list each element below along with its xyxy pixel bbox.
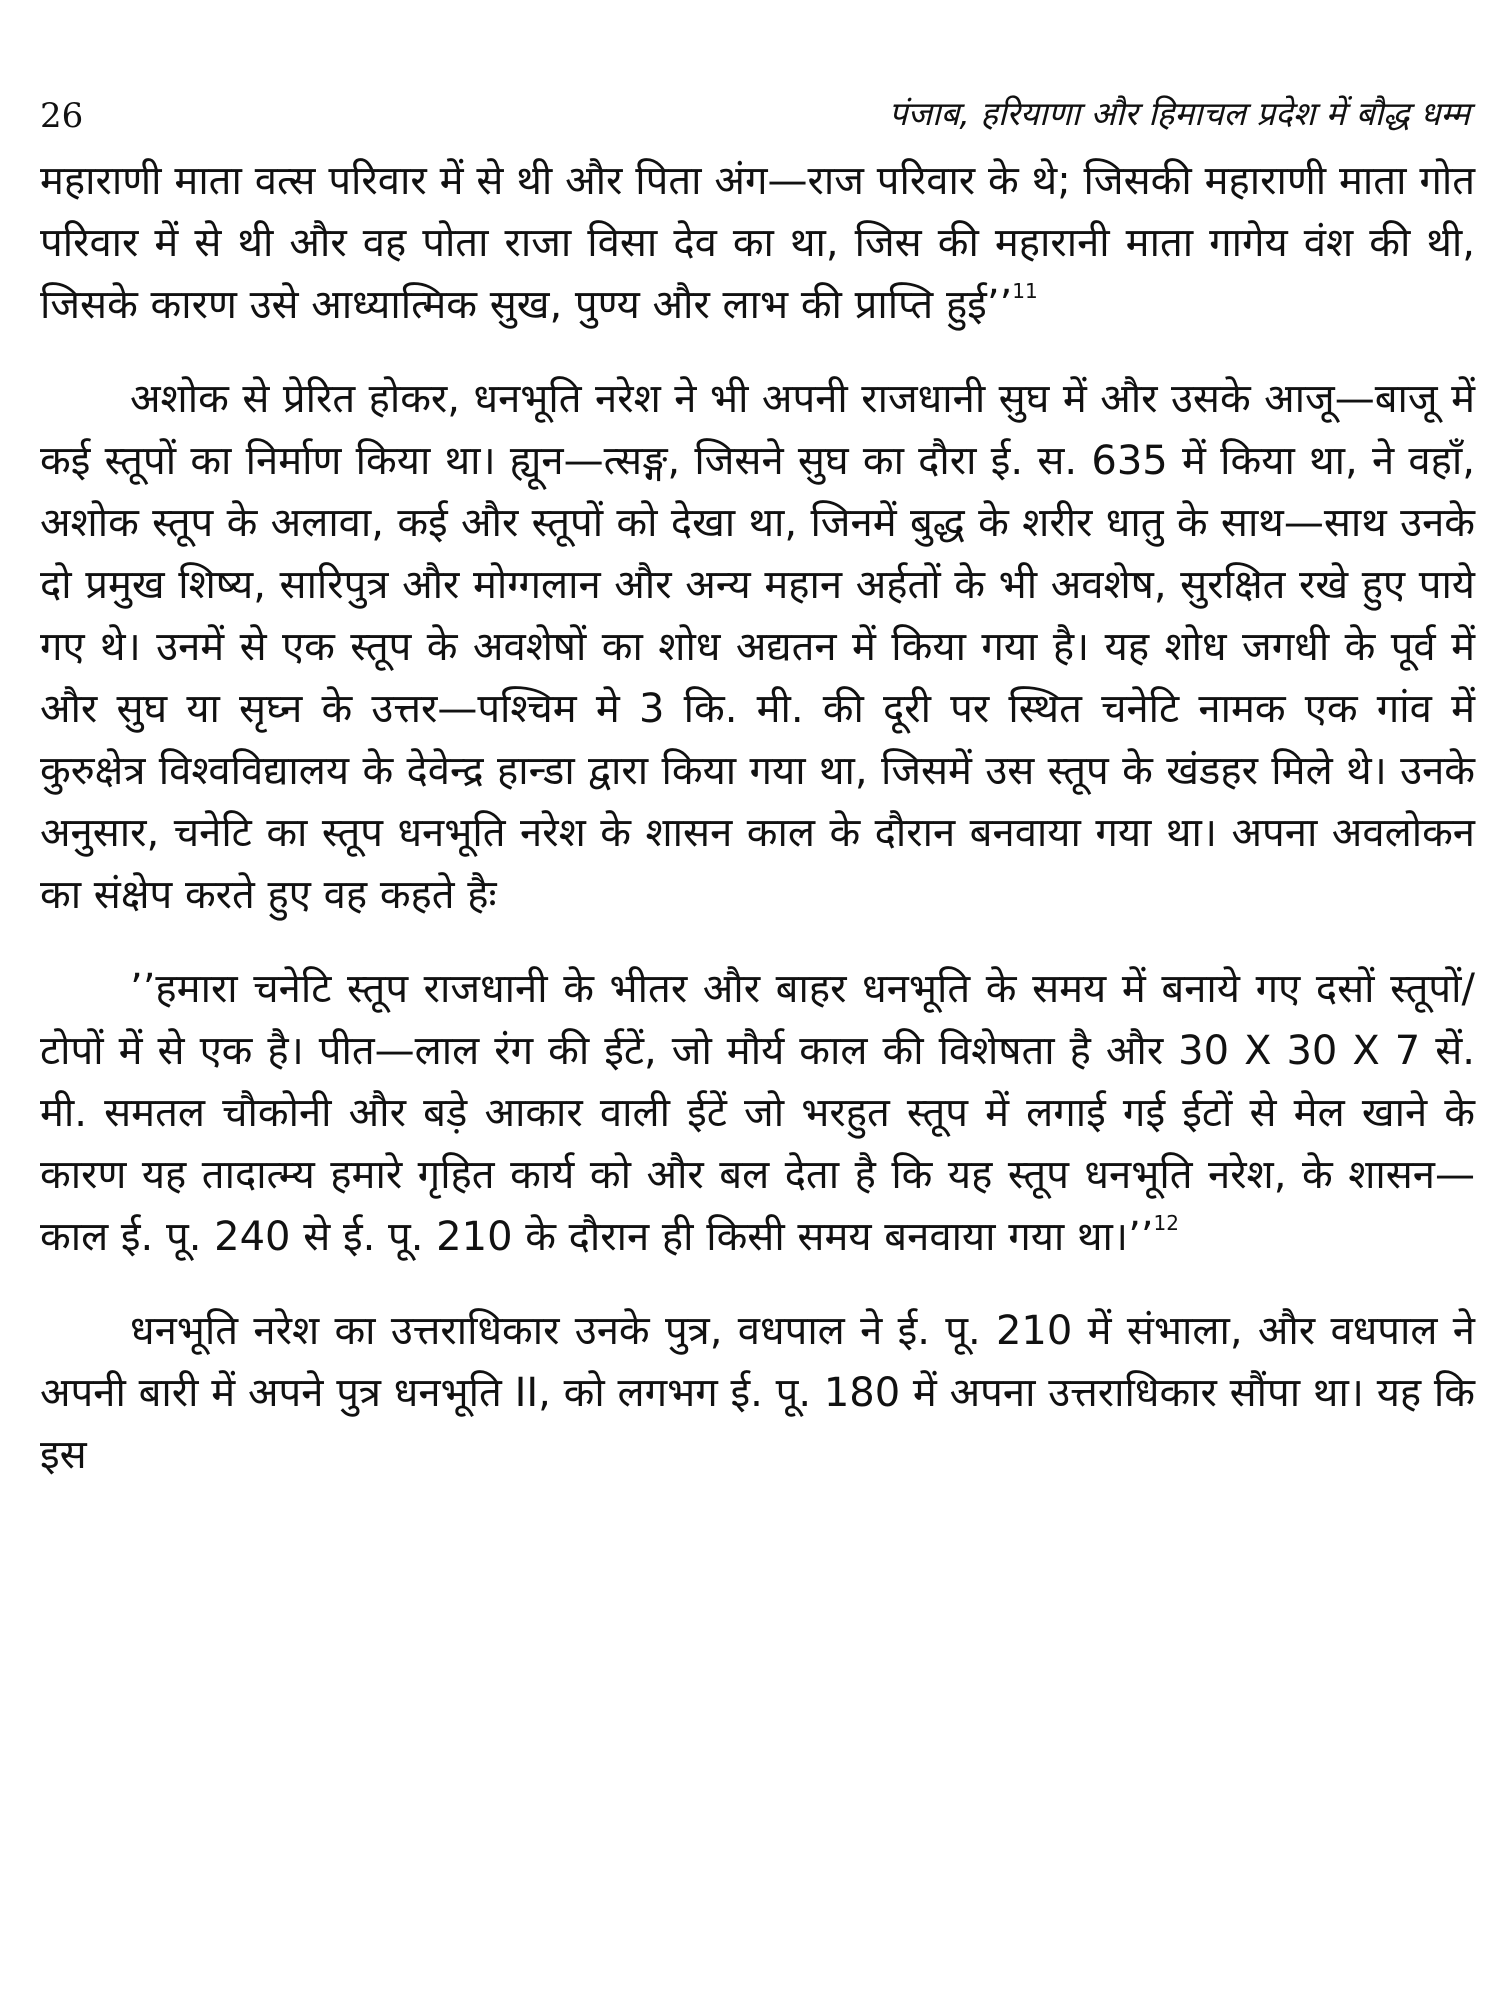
running-title: पंजाब, हरियाणा और हिमाचल प्रदेश में बौद्ध धम्म bbox=[888, 94, 1470, 133]
paragraph-succession bbox=[40, 1300, 1475, 1486]
paragraph-ashoka bbox=[40, 368, 1475, 926]
paragraph-text: अशोक से प्रेरित होकर, धनभूति नरेश ने भी अपनी राजधानी सुघ में और उसके आजू—बाजू में कई स्तूपों का निर्माण किया था। ह्यून—त्सङ्ग, जिसने सुघ का दौरा ई. स. 635 में किया था, ने वहाँ, अशोक स्तूप के अलावा, कई और स्तूपों को देखा था, जिनमें बुद्ध के शरीर धातु के साथ—साथ उनके दो प्रमुख शिष्य, सारिपुत्र और मोग्गलान और अन्य महान अर्हतों के भी अवशेष, सुरक्षित रखे हुए पाये गए थे। उनमें से एक स्तूप के अवशेषों का शोध अद्यतन में किया गया है। यह शोध जगधी के पूर्व में और सुघ या सृघ्न के उत्तर—पश्चिम मे 3 कि. मी. की दूरी पर स्थित चनेटि नामक एक गांव में कुरुक्षेत्र विश्वविद्यालय के देवेन्द्र हान्डा द्वारा किया गया था, जिसमें उस स्तूप के खंडहर मिले थे। उनके अनुसार, चनेटि का स्तूप धनभूति नरेश के शासन काल के दौरान बनवाया गया था। अपना अवलोकन का संक्षेप करते हुए वह कहते हैः bbox=[40, 376, 1475, 918]
paragraph-continuation bbox=[40, 150, 1475, 336]
footnote-marker: 11 bbox=[1012, 279, 1038, 303]
page-body bbox=[40, 150, 1475, 1486]
footnote-marker: 12 bbox=[1153, 1211, 1179, 1235]
paragraph-text: महाराणी माता वत्स परिवार में से थी और पिता अंग—राज परिवार के थे; जिसकी महाराणी माता गोत परिवार में से थी और वह पोता राजा विसा देव का था, जिस की महारानी माता गागेय वंश की थी, जिसके कारण उसे आध्यात्मिक सुख, पुण्य और लाभ की प्राप्ति हुई’’ bbox=[40, 158, 1475, 328]
paragraph-text: ’’हमारा चनेटि स्तूप राजधानी के भीतर और बाहर धनभूति के समय में बनाये गए दसों स्तूपों/टोपों में से एक है। पीत—लाल रंग की ईटें, जो मौर्य काल की विशेषता है और 30 X 30 X 7 सें. मी. समतल चौकोनी और बड़े आकार वाली ईटें जो भरहुत स्तूप में लगाई गई ईटों से मेल खाने के कारण यह तादात्म्य हमारे गृहित कार्य को और बल देता है कि यह स्तूप धनभूति नरेश, के शासन—काल ई. पू. 240 से ई. पू. 210 के दौरान ही किसी समय बनवाया गया था।’’ bbox=[40, 966, 1475, 1260]
page-header bbox=[40, 90, 1470, 150]
paragraph-quotation bbox=[40, 958, 1475, 1268]
paragraph-text: धनभूति नरेश का उत्तराधिकार उनके पुत्र, वधपाल ने ई. पू. 210 में संभाला, और वधपाल ने अपनी बारी में अपने पुत्र धनभूति II, को लगभग ई. पू. 180 में अपना उत्तराधिकार सौंपा था। यह कि इस bbox=[40, 1308, 1475, 1478]
page-number: 26 bbox=[40, 96, 84, 136]
